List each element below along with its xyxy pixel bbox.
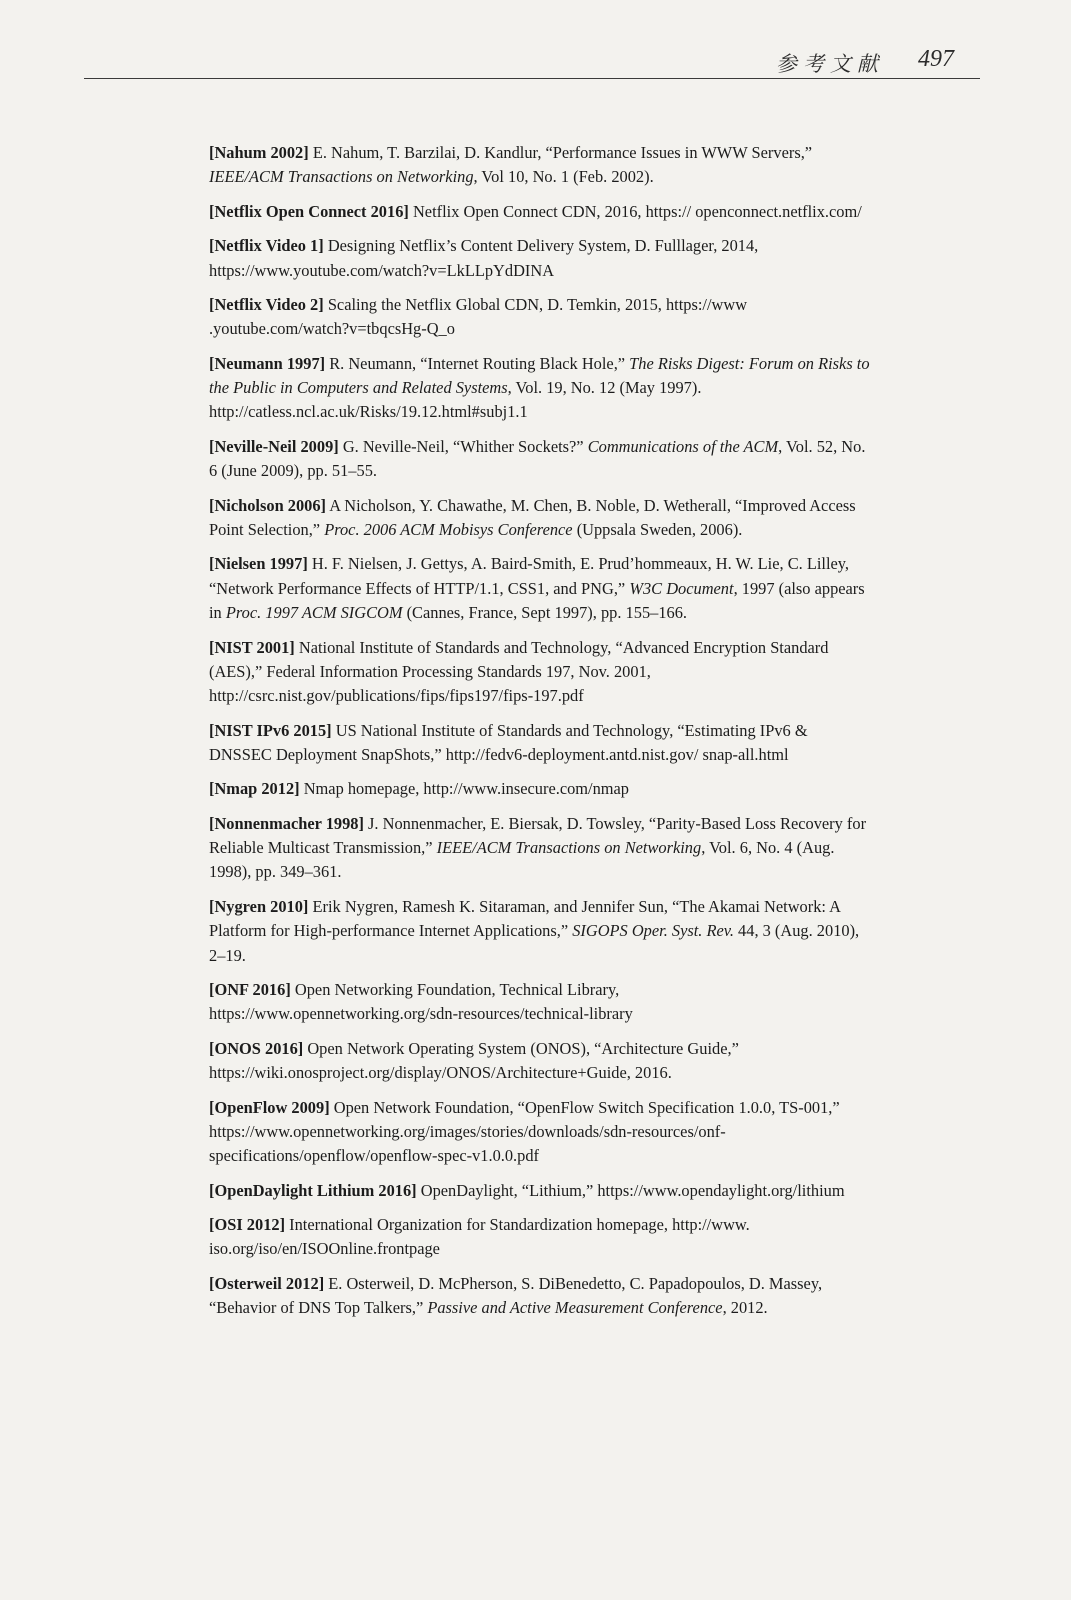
- reference-text: Designing Netflix’s Content Delivery System, D. Fulllager, 2014, https://www.youtube.com/watch?v=LkLLpYdDINA: [209, 236, 759, 280]
- reference-text: 44, 3 (Aug. 2010), 2–19.: [209, 921, 860, 965]
- reference-entry: [209, 1096, 871, 1169]
- reference-text: Open Network Operating System (ONOS), “Architecture Guide,” https://wiki.onosproject.org/display/ONOS/Architecture+Guide, 2016.: [209, 1038, 739, 1083]
- reference-entry: [209, 293, 871, 342]
- reference-italic-text: Communications of the ACM: [587, 436, 779, 456]
- reference-entry: [209, 234, 871, 283]
- reference-key: [NIST IPv6 2015]: [209, 720, 332, 740]
- reference-entry: [209, 895, 871, 968]
- reference-entry: [209, 200, 871, 224]
- reference-key: [Nmap 2012]: [209, 779, 300, 799]
- reference-text: E. Nahum, T. Barzilai, D. Kandlur, “Performance Issues in WWW Servers,”: [308, 143, 813, 162]
- reference-text: OpenDaylight, “Lithium,” https://www.opendaylight.org/lithium: [416, 1180, 845, 1200]
- reference-text: A Nicholson, Y. Chawathe, M. Chen, B. Noble, D. Wetherall, “Improved Access Point Selection,”: [209, 495, 856, 539]
- reference-key: [OpenDaylight Lithium 2016]: [209, 1180, 417, 1200]
- reference-key: [Neumann 1997]: [209, 353, 326, 373]
- reference-entry: [209, 1037, 871, 1086]
- reference-entry: [209, 719, 871, 768]
- reference-key: [Neville-Neil 2009]: [209, 436, 339, 456]
- reference-entry: [209, 494, 871, 543]
- running-header: [84, 46, 980, 79]
- reference-text: , Vol. 19, No. 12 (May 1997). http://catless.ncl.ac.uk/Risks/19.12.html#subj1.1: [209, 378, 702, 422]
- reference-text: Nmap homepage, http://www.insecure.com/nmap: [299, 779, 630, 799]
- reference-text: Open Network Foundation, “OpenFlow Switch Specification 1.0.0, TS-001,” https://www.opennetworking.org/images/stories/downloads/sdn-resources/onf-specifications/openflow/openflow-spec-v1.0.0.pdf: [209, 1097, 840, 1166]
- reference-text: Scaling the Netflix Global CDN, D. Temkin, 2015, https://www .youtube.com/watch?v=tbqcsHg-Q_o: [209, 295, 748, 339]
- reference-text: (Uppsala Sweden, 2006).: [572, 519, 743, 539]
- reference-text: US National Institute of Standards and Technology, “Estimating IPv6 & DNSSEC Deployment SnapShots,” http://fedv6-deployment.antd.nist.gov/ snap-all.html: [209, 720, 808, 764]
- reference-key: [Osterweil 2012]: [209, 1273, 325, 1293]
- reference-text: , Vol. 52, No. 6 (June 2009), pp. 51–55.: [209, 436, 866, 481]
- reference-italic-text: The Risks Digest: Forum on Risks to the Public in Computers and Related Systems: [209, 353, 870, 398]
- reference-key: [NIST 2001]: [209, 637, 295, 657]
- reference-entry: [209, 1272, 871, 1321]
- reference-entry: [209, 552, 871, 625]
- reference-text: Open Networking Foundation, Technical Library, https://www.opennetworking.org/sdn-resources/technical-library: [209, 980, 633, 1024]
- reference-key: [Netflix Video 2]: [209, 295, 324, 315]
- reference-text: H. F. Nielsen, J. Gettys, A. Baird-Smith, E. Prud’hommeaux, H. W. Lie, C. Lilley, “Network Performance Effects of HTTP/1.1, CSS1, and PNG,”: [209, 554, 850, 598]
- reference-italic-text: Proc. 2006 ACM Mobisys Conference: [324, 519, 573, 539]
- reference-text: E. Osterweil, D. McPherson, S. DiBenedetto, C. Papadopoulos, D. Massey, “Behavior of DNS Top Talkers,”: [209, 1273, 823, 1318]
- reference-key: [Nahum 2002]: [209, 143, 309, 162]
- reference-key: [Nielsen 1997]: [209, 554, 308, 574]
- reference-key: [OpenFlow 2009]: [209, 1097, 330, 1117]
- reference-key: [OSI 2012]: [209, 1215, 286, 1235]
- reference-list: [209, 141, 871, 1331]
- reference-key: [Nonnenmacher 1998]: [209, 813, 364, 833]
- reference-entry: [209, 352, 871, 425]
- reference-entry: [209, 812, 871, 885]
- reference-text: International Organization for Standardization homepage, http://www. iso.org/iso/en/ISOOnline.frontpage: [209, 1215, 750, 1259]
- reference-text: , Vol 10, No. 1 (Feb. 2002).: [473, 167, 654, 187]
- reference-text: J. Nonnenmacher, E. Biersak, D. Towsley, “Parity-Based Loss Recovery for Reliable Multicast Transmission,”: [209, 813, 867, 858]
- reference-entry: [209, 636, 871, 709]
- reference-italic-text: Passive and Active Measurement Conference: [427, 1298, 723, 1318]
- reference-key: [Nygren 2010]: [209, 896, 309, 916]
- reference-entry: [209, 1179, 871, 1203]
- reference-text: Erik Nygren, Ramesh K. Sitaraman, and Jennifer Sun, “The Akamai Network: A Platform for High-performance Internet Applications,”: [209, 896, 841, 941]
- reference-entry: [209, 435, 871, 484]
- reference-entry: [209, 777, 871, 801]
- reference-entry: [209, 1213, 871, 1262]
- reference-key: [Netflix Open Connect 2016]: [209, 201, 409, 221]
- reference-text: , Vol. 6, No. 4 (Aug. 1998), pp. 349–361.: [209, 838, 835, 882]
- reference-italic-text: W3C Document: [629, 578, 734, 598]
- reference-key: [Netflix Video 1]: [209, 236, 324, 256]
- reference-italic-text: IEEE/ACM Transactions on Networking: [209, 167, 474, 187]
- reference-text: , 2012.: [722, 1298, 768, 1318]
- reference-key: [Nicholson 2006]: [209, 495, 327, 515]
- reference-entry: [209, 978, 871, 1027]
- reference-key: [ONOS 2016]: [209, 1038, 304, 1058]
- reference-text: (Cannes, France, Sept 1997), pp. 155–166.: [402, 603, 688, 623]
- reference-text: G. Neville-Neil, “Whither Sockets?”: [338, 436, 588, 456]
- section-title: 参考文献: [776, 52, 884, 76]
- reference-italic-text: SIGOPS Oper. Syst. Rev.: [572, 921, 734, 941]
- reference-text: National Institute of Standards and Technology, “Advanced Encryption Standard (AES),” Federal Information Processing Standards 197, Nov. 2001, http://csrc.nist.gov/publications/fips/fips197/fips-197.pdf: [209, 637, 829, 706]
- reference-italic-text: IEEE/ACM Transactions on Networking: [436, 838, 702, 858]
- reference-text: R. Neumann, “Internet Routing Black Hole,”: [325, 353, 630, 373]
- reference-text: , 1997 (also appears in: [209, 578, 865, 623]
- reference-text: Netflix Open Connect CDN, 2016, https:// openconnect.netflix.com/: [408, 201, 862, 221]
- reference-entry: [209, 141, 871, 190]
- reference-key: [ONF 2016]: [209, 980, 291, 1000]
- page-number: 497: [918, 46, 954, 72]
- reference-italic-text: Proc. 1997 ACM SIGCOM: [225, 603, 403, 623]
